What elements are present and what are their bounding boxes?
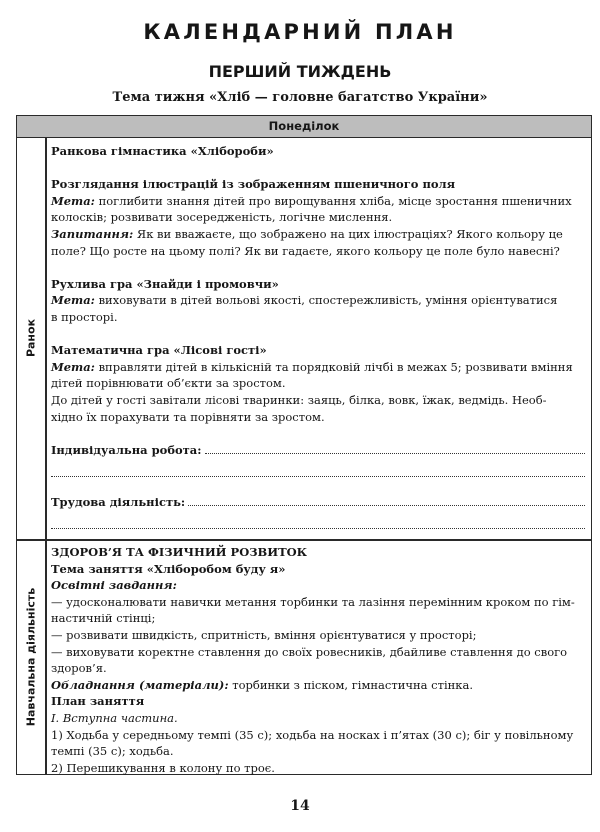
plan-item-1: 1) Ходьба у середньому темпі (35 с); ходьба на носках і п’ятах (30 с); біг у повільному (51, 727, 574, 742)
study-label: Навчальна діяльність (24, 587, 38, 727)
page-title: КАЛЕНДАРНИЙ ПЛАН (143, 20, 457, 44)
questions-label: Запитання: (51, 226, 134, 241)
plan-table (16, 115, 592, 775)
illustrations-goal-text-2: колосків; розвивати зосередженість, логічне мислення. (51, 210, 393, 225)
task-1-cont: настичній стінці; (51, 611, 156, 626)
math-goal-text: вправляти дітей в кількісній та порядковій лічбі в межах 5; розвивати вміння (98, 359, 573, 374)
math-story-text-2: хідно їх порахувати та порівняти за зростом. (51, 409, 325, 424)
questions-text: Як ви вважаєте, що зображено на цих ілюстраціях? Якого кольору це (136, 226, 563, 241)
task-3-cont: здоров’я. (51, 661, 107, 676)
study-section (51, 544, 585, 776)
equipment-label: Обладнання (матеріали): (51, 677, 229, 692)
task-1: — удосконалювати навички метання торбинки та лазіння перемінним кроком по гім- (51, 594, 575, 609)
column-divider (45, 138, 47, 774)
labor-label: Трудова діяльність: (51, 494, 186, 509)
game-goal-text-2: в просторі. (51, 309, 118, 324)
equipment-text: торбинки з піском, гімнастична стінка. (232, 677, 473, 692)
task-2: — розвивати швидкість, спритність, вміння орієнтуватися у просторі; (51, 627, 477, 642)
task-3: — виховувати коректне ставлення до своїх ровесників, дбайливе ставлення до свого (51, 644, 568, 659)
tasks-label: Освітні завдання: (51, 578, 177, 593)
part-1-title: І. Вступна частина. (51, 710, 178, 725)
morning-section (51, 143, 585, 529)
section-heading: ЗДОРОВ’Я ТА ФІЗИЧНИЙ РОЗВИТОК (51, 545, 308, 559)
week-heading: ПЕРШИЙ ТИЖДЕНЬ (208, 62, 392, 81)
labor-line (51, 494, 585, 511)
game-title: Рухлива гра «Знайди і промовчи» (51, 276, 279, 291)
week-theme: Тема тижня «Хліб — головне багатство України» (112, 90, 488, 105)
plan-item-2: 2) Перешикування в колону по троє. (51, 760, 275, 775)
plan-title: План заняття (51, 694, 145, 709)
individual-work-line (51, 442, 585, 459)
math-goal-text-2: дітей порівнювати об’єкти за зростом. (51, 376, 286, 391)
page-number: 14 (290, 798, 310, 814)
illustrations-goal-text: поглибити знання дітей про вирощування хліба, місце зростання пшеничних (98, 193, 572, 208)
morning-label: Ранок (24, 318, 38, 358)
individual-work-blank-line (51, 460, 585, 477)
labor-blank-line (51, 512, 585, 529)
questions-text-2: поле? Що росте на цьому полі? Як ви гадаєте, якого кольору це поле було навесні? (51, 243, 560, 258)
math-story-text: До дітей у гості завітали лісові тваринки: заяць, білка, вовк, їжак, ведмідь. Необ- (51, 392, 547, 407)
illustrations-title: Розглядання ілюстрацій із зображенням пшеничного поля (51, 177, 456, 192)
math-goal-label: Мета: (51, 359, 95, 374)
illustrations-goal-label: Мета: (51, 193, 95, 208)
individual-work-label: Індивідуальна робота: (51, 442, 202, 457)
day-header: Понеділок (17, 116, 591, 138)
game-goal-text: виховувати в дітей вольові якості, спостережливість, уміння орієнтуватися (98, 293, 558, 308)
math-game-title: Математична гра «Лісові гості» (51, 343, 267, 358)
game-goal-label: Мета: (51, 293, 95, 308)
lesson-theme: Тема заняття «Хліборобом буду я» (51, 561, 286, 576)
gymnastics-title: Ранкова гімнастика «Хлібороби» (51, 144, 274, 158)
plan-item-1-cont: темпі (35 с); ходьба. (51, 744, 174, 759)
section-divider (17, 539, 591, 541)
